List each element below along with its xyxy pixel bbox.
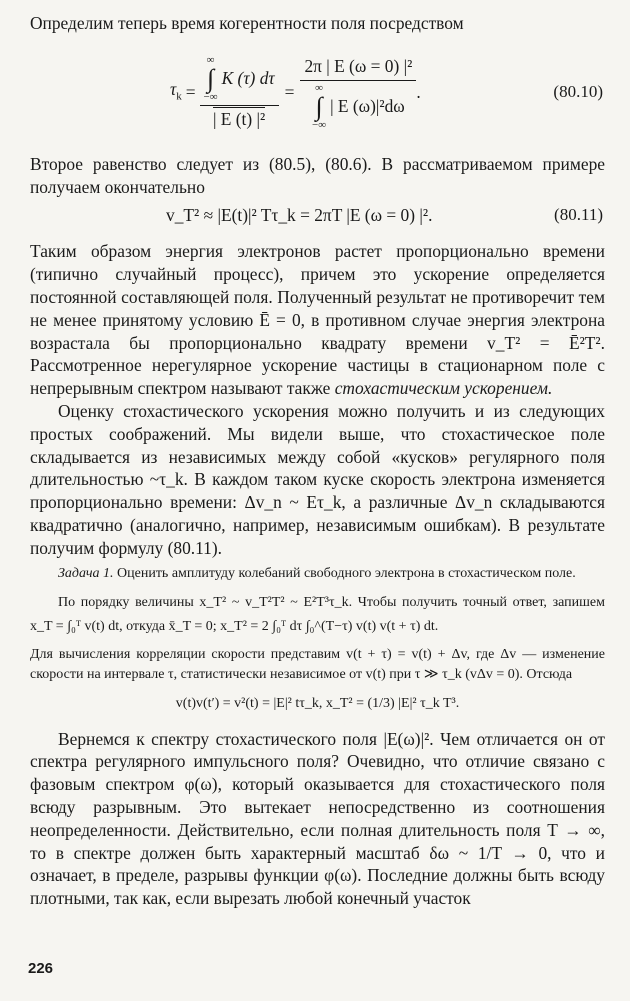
equation-80-10: $\tau_k$ = ∞ ∫ −∞ K (τ) dτ | E (t) |² = 2π | E (ω = 0) |² ∞ ∫ −∞ | E (ω)|²dω . (80.10) [170, 53, 603, 131]
task-statement: Задача 1. Оценить амплитуду колебаний свободного электрона в стохастическом поле. [58, 565, 576, 581]
task-label: Задача 1. [58, 565, 114, 581]
eq-lhs: $\tau_k$ [170, 78, 182, 103]
paragraph-spectrum: Вернемся к спектру стохастического поля |E(ω)|². Чем отличается он от спектра регулярного импульсного поля? Очевидно, что отличие связано с фазовым спектром φ(ω), который оказывается для стохастического поля всюду разрывным. Это вытекает непосредственно из соотношения неопределенности. Действительно, если полная длительность поля T → ∞, то в спектре должен быть характерный масштаб δω ~ 1/T → 0, что и означает, в пределе, разрывы функции φ(ω). Последние должны быть всюду плотными, так как, если вырезать любой конечный участок [30, 728, 605, 909]
page-number: 226 [28, 960, 54, 977]
equation-80-11-text: v_T² ≈ |E(t)|² Tτ_k = 2πT |E (ω = 0) |². [166, 205, 433, 226]
intro-text: Определим теперь время когерентности поля посредством [30, 13, 464, 33]
paragraph-energy-growth: Таким образом энергия электронов растет пропорционально времени (типично случайный процесс), причем это ускорение определяется постоянной составляющей поля. Полученный результат не противоречит тем не менее принятому условию Ē = 0, в противном случае энергия электрона возрастала бы пропорционально квадрату времени v_T² = Ē²T². Рассмотренное нерегулярное ускорение частицы в стационарном поле с непрерывным спектром называют также стохастическим ускорением. [30, 241, 605, 399]
fraction-2: 2π | E (ω = 0) |² ∞ ∫ −∞ | E (ω)|²dω [300, 55, 416, 131]
italic-term: стохастическим ускорением. [334, 378, 553, 399]
page-content [30, 12, 605, 910]
paragraph-second-equality: Второе равенство следует из (80.5), (80.6). В рассматриваемом примере получаем окончательно [30, 153, 605, 197]
paragraph-estimate: Оценку стохастического ускорения можно получить и из следующих простых соображений. Мы видели выше, что стохастическое поле складывается из независимых между собой «кусков» регулярного поля длительностью ~τ_k. В каждом таком куске скорость электрона изменяется пропорционально времени: Δv_n ~ Eτ_k, а различные Δv_n складываются квадратично (аналогично, например, независимым ошибкам). В результате получим формулу (80.11). [30, 400, 605, 558]
equation-80-11 [30, 200, 605, 234]
fraction-1: ∞ ∫ −∞ K (τ) dτ | E (t) |² [200, 55, 279, 131]
equation-number-80-11: (80.11) [554, 205, 603, 225]
integral-sign: ∞ ∫ −∞ [312, 81, 327, 131]
integral-sign: ∞ ∫ −∞ [203, 53, 218, 103]
solution-paragraph-2: Для вычисления корреляции скорости представим v(t + τ) = v(t) + Δv, где Δv — изменение скорости на интервале τ, статистически независимое от v(t) при τ ≫ τ_k (vΔv = 0). Отсюда [30, 647, 605, 682]
equation-number-80-10: (80.10) [553, 81, 603, 101]
solution-equation: v(t)v(t′) = v²(t) = |E|² tτ_k, x_T² = (1/3) |E|² τ_k T³. [175, 696, 460, 712]
solution-paragraph-1: По порядку величины x_T² ~ v_T²T² ~ E²T³τ_k. Чтобы получить точный ответ, запишем x_T = ∫₀ᵀ v(t) dt, откуда x̄_T = 0; x_T² = 2 ∫₀ᵀ dτ ∫₀^(T−τ) v(t) v(t + τ) dt. [30, 595, 605, 635]
